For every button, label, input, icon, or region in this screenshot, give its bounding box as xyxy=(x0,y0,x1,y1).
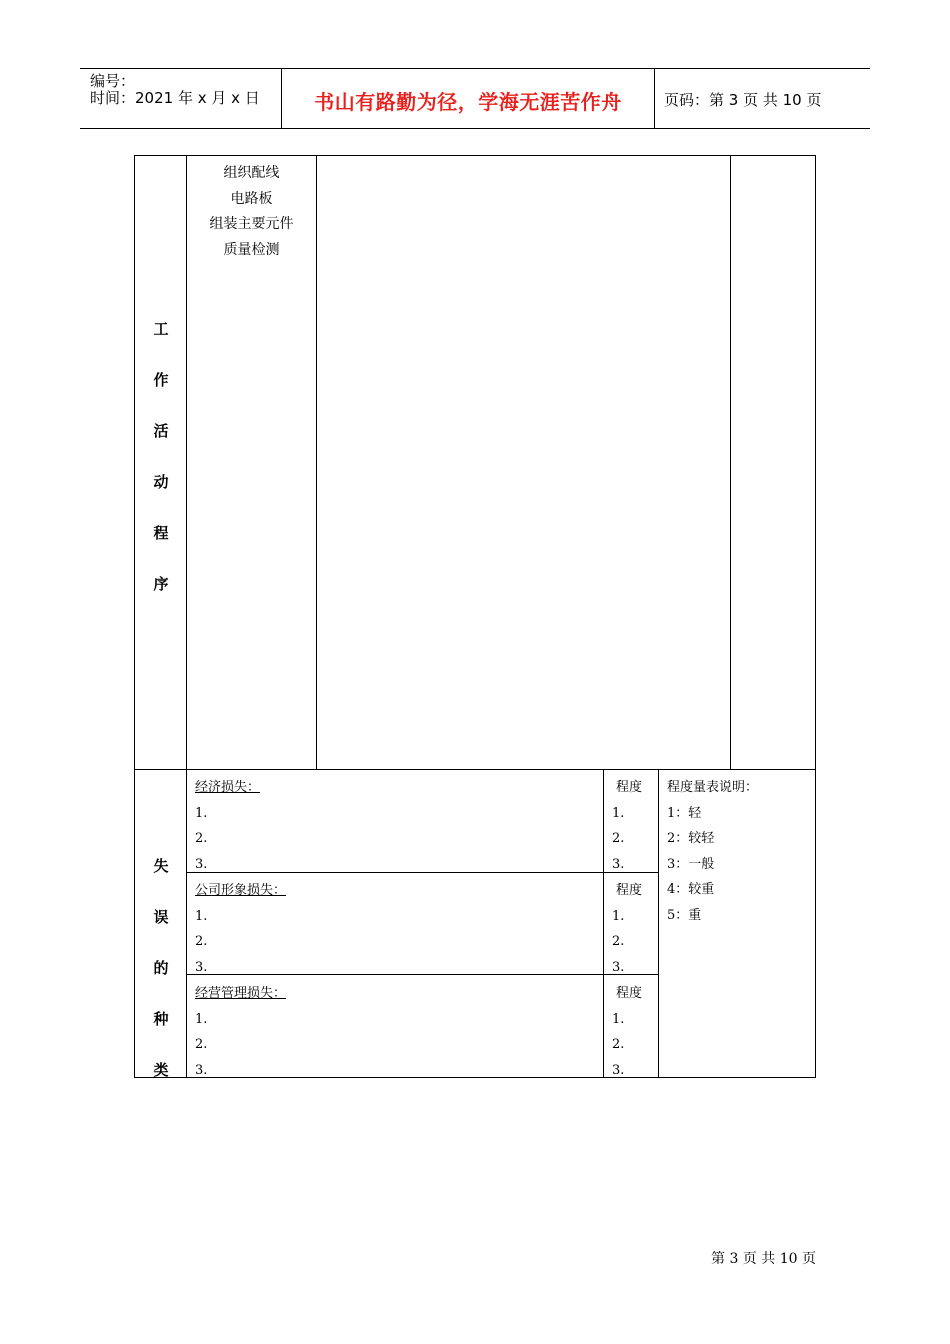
label-char: 程 xyxy=(153,524,169,542)
loss-item: 1. xyxy=(195,1011,208,1027)
label-char: 种 xyxy=(153,1010,169,1028)
degree-item: 3. xyxy=(612,1062,625,1078)
work-step: 组装主要元件 xyxy=(209,216,294,232)
loss-group-image xyxy=(195,878,286,980)
loss-item: 1. xyxy=(195,908,208,924)
loss-group-title: 公司形象损失： xyxy=(195,883,287,898)
table-border-right xyxy=(815,155,816,1078)
table-border-top xyxy=(134,155,816,156)
degree-scale-item: 1：轻 xyxy=(667,805,702,821)
table-column-line xyxy=(316,155,317,769)
degree-column-economic xyxy=(612,775,642,877)
table-column-line xyxy=(658,769,659,1078)
header-top-rule xyxy=(80,68,870,69)
footer-page-number: 第 3 页 共 10 页 xyxy=(711,1251,816,1267)
degree-item: 2. xyxy=(612,934,625,949)
date-label: 时间：2021 年 x 月 x 日 xyxy=(90,89,260,107)
degree-column-management xyxy=(612,981,642,1083)
label-char: 活 xyxy=(153,422,169,440)
degree-item: 2. xyxy=(612,831,625,846)
loss-group-title: 经济损失： xyxy=(195,780,261,795)
degree-item: 3. xyxy=(612,856,625,872)
loss-group-management xyxy=(195,981,286,1083)
table-column-line xyxy=(186,155,187,1078)
degree-item: 1. xyxy=(612,1011,625,1027)
label-char: 作 xyxy=(153,371,169,389)
label-char: 工 xyxy=(153,320,169,338)
loss-item: 2. xyxy=(195,831,208,846)
label-char: 失 xyxy=(153,857,169,875)
loss-group-economic xyxy=(195,775,260,877)
degree-label: 程度 xyxy=(616,883,643,898)
serial-label: 编号： xyxy=(90,72,136,90)
label-char: 误 xyxy=(153,908,169,926)
label-char: 的 xyxy=(153,959,169,977)
degree-scale-item: 3：一般 xyxy=(667,856,715,872)
degree-item: 2. xyxy=(612,1037,625,1052)
loss-item: 3. xyxy=(195,1062,208,1078)
degree-scale-item: 2：较轻 xyxy=(667,831,715,846)
degree-label: 程度 xyxy=(616,986,643,1001)
degree-item: 1. xyxy=(612,908,625,924)
degree-scale-item: 4：较重 xyxy=(667,882,715,897)
work-step: 质量检测 xyxy=(223,241,280,258)
table-column-line xyxy=(730,155,731,769)
table-column-line xyxy=(603,769,604,1078)
header-motto: 书山有路勤为径，学海无涯苦作舟 xyxy=(314,90,622,114)
degree-label: 程度 xyxy=(616,780,643,795)
header-divider xyxy=(654,68,655,129)
table-border-left xyxy=(134,155,135,1078)
label-char: 动 xyxy=(153,473,169,491)
section-divider xyxy=(134,769,816,770)
page-code: 页码：第 3 页 共 10 页 xyxy=(664,91,822,109)
loss-item: 1. xyxy=(195,805,208,821)
degree-scale-legend xyxy=(667,775,758,928)
degree-item: 1. xyxy=(612,805,625,821)
loss-item: 2. xyxy=(195,934,208,949)
loss-group-title: 经营管理损失： xyxy=(195,986,287,1001)
degree-scale-item: 5：重 xyxy=(667,907,702,923)
loss-item: 3. xyxy=(195,959,208,975)
loss-item: 3. xyxy=(195,856,208,872)
work-steps-list xyxy=(187,161,316,263)
degree-column-image xyxy=(612,878,642,980)
loss-item: 2. xyxy=(195,1037,208,1052)
work-step: 电路板 xyxy=(230,190,273,207)
work-step: 组织配线 xyxy=(223,165,280,181)
label-char: 序 xyxy=(153,575,169,593)
degree-scale-title: 程度量表说明： xyxy=(667,780,759,795)
degree-item: 3. xyxy=(612,959,625,975)
label-char: 类 xyxy=(153,1061,169,1079)
header-bottom-rule xyxy=(80,128,870,129)
